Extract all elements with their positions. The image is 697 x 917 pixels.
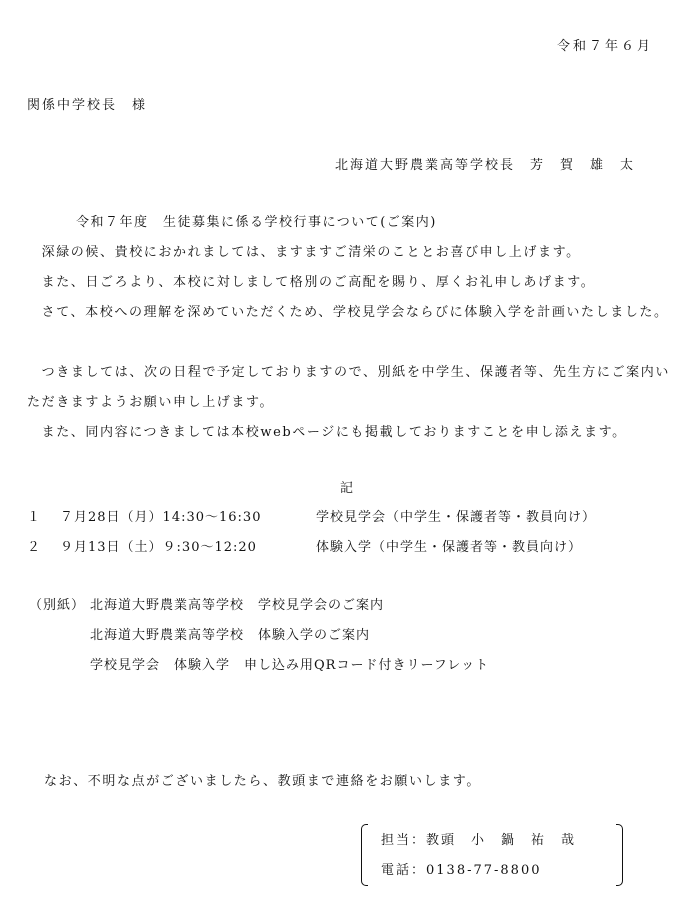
ki-heading: 記 (340, 481, 355, 496)
body-paragraph: また、日ごろより、本校に対しまして格別のご高配を賜り、厚くお礼申しあげます。 (27, 275, 596, 290)
enclosure-item: 北海道大野農業高等学校 体験入学のご案内 (90, 628, 371, 643)
enclosure-label: （別紙） (29, 598, 86, 613)
event-number: ２ (27, 540, 42, 555)
event-date: ９月13日（土）９:30～12:20 (60, 540, 257, 555)
document-title: 令和７年度 生徒募集に係る学校行事について(ご案内) (76, 215, 437, 230)
event-description: 学校見学会（中学生・保護者等・教員向け） (316, 510, 597, 525)
event-date: ７月28日（月）14:30～16:30 (60, 510, 262, 525)
contact-box (361, 824, 623, 886)
addressee: 関係中学校長 様 (27, 98, 148, 113)
contact-phone: 電話：0138-77-8800 (381, 863, 542, 878)
body-paragraph: つきましては、次の日程で予定しておりますので、別紙を中学生、保護者等、先生方にご案内いただきますようお願い申し上げます。 (27, 365, 670, 410)
event-number: １ (27, 510, 42, 525)
closing-note: なお、不明な点がございましたら、教頭まで連絡をお願いします。 (44, 774, 481, 789)
right-bracket (616, 824, 623, 886)
contact-person: 担当：教頭 小 鍋 祐 哉 (381, 833, 577, 848)
body-paragraph: 深緑の候、貴校におかれましては、ますますご清栄のこととお喜び申し上げます。 (27, 245, 581, 260)
body-paragraph: また、同内容につきましては本校webページにも掲載しておりますことを申し添えます。 (27, 425, 627, 440)
left-bracket (361, 824, 368, 886)
body-paragraph: さて、本校への理解を深めていただくため、学校見学会ならびに体験入学を計画いたしました。 (27, 305, 669, 320)
enclosure-item: 学校見学会 体験入学 申し込み用QRコード付きリーフレット (90, 658, 490, 673)
event-description: 体験入学（中学生・保護者等・教員向け） (316, 540, 583, 555)
sender: 北海道大野農業高等学校長 芳 賀 雄 太 (335, 158, 636, 173)
document-date: 令和７年６月 (556, 39, 653, 54)
enclosure-item: 北海道大野農業高等学校 学校見学会のご案内 (90, 598, 385, 613)
